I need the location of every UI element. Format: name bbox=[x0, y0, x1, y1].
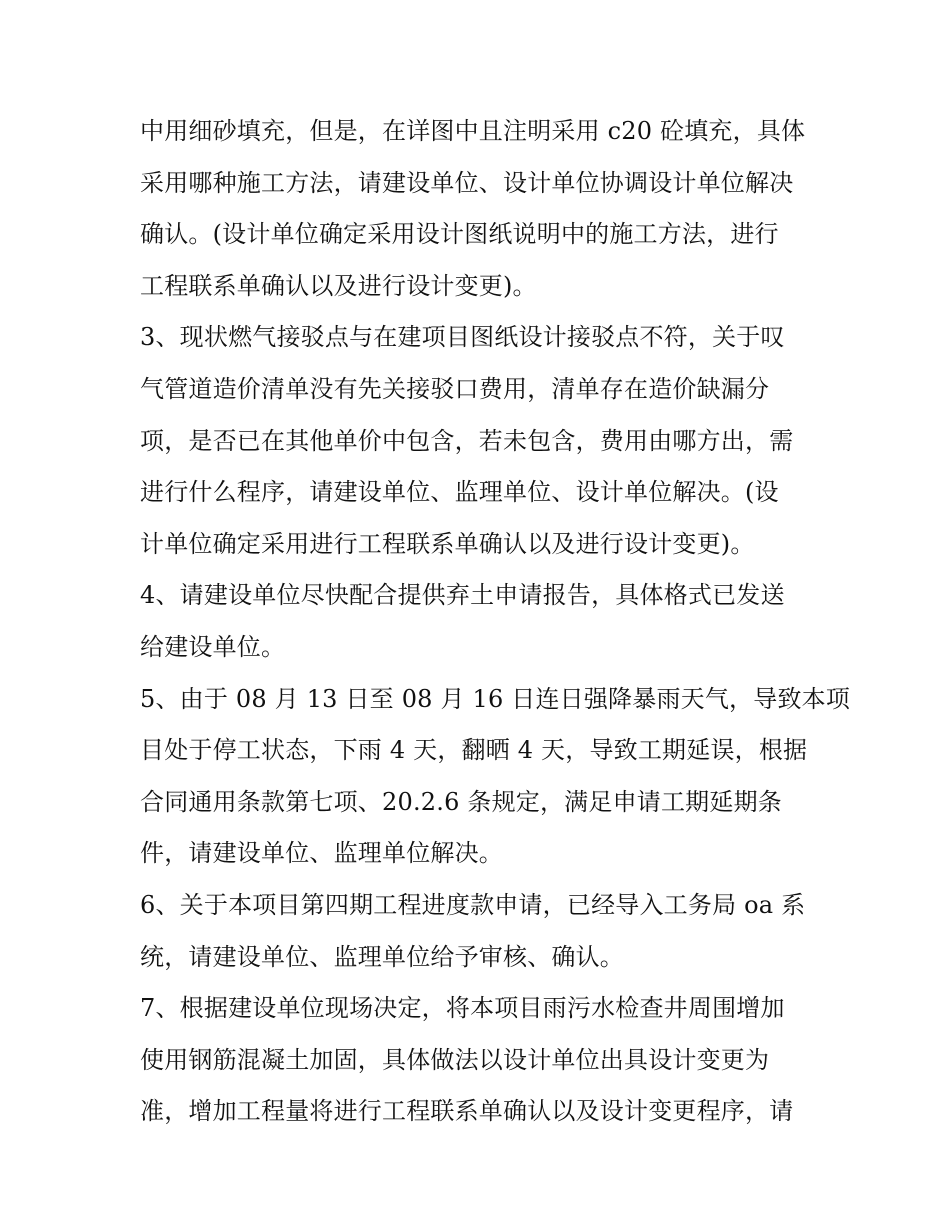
text-line: 统，请建设单位、监理单位给予审核、确认。 bbox=[140, 942, 624, 971]
text-line: 使用钢筋混凝土加固，具体做法以设计单位出具设计变更为 bbox=[140, 1045, 770, 1074]
text-line: 工程联系单确认以及进行设计变更)。 bbox=[140, 271, 537, 300]
document-body bbox=[140, 106, 851, 1138]
text-line: 件，请建设单位、监理单位解决。 bbox=[140, 839, 503, 868]
text-line: 确认。(设计单位确定采用设计图纸说明中的施工方法，进行 bbox=[140, 220, 779, 249]
text-line: 中用细砂填充，但是，在详图中且注明采用 c20 砼填充，具体 bbox=[140, 117, 806, 145]
text-line: 气管道造价清单没有先关接驳口费用，清单存在造价缺漏分 bbox=[140, 374, 770, 403]
text-line: 采用哪种施工方法，请建设单位、设计单位协调设计单位解决 bbox=[140, 168, 794, 197]
text-line: 计单位确定采用进行工程联系单确认以及进行设计变更)。 bbox=[140, 529, 755, 558]
text-line: 项，是否已在其他单价中包含，若未包含，费用由哪方出，需 bbox=[140, 426, 794, 455]
text-line: 给建设单位。 bbox=[140, 632, 286, 661]
text-line: 4、请建设单位尽快配合提供弃土申请报告，具体格式已发送 bbox=[140, 581, 785, 610]
text-line: 目处于停工状态，下雨 4 天，翻晒 4 天，导致工期延误，根据 bbox=[140, 736, 808, 765]
text-line: 准，增加工程量将进行工程联系单确认以及设计变更程序，请 bbox=[140, 1097, 794, 1126]
text-line: 6、关于本项目第四期工程进度款申请，已经导入工务局 oa 系 bbox=[140, 890, 806, 919]
text-line: 进行什么程序，请建设单位、监理单位、设计单位解决。(设 bbox=[140, 478, 779, 507]
text-line: 3、现状燃气接驳点与在建项目图纸设计接驳点不符，关于叹 bbox=[140, 323, 785, 352]
text-line: 合同通用条款第七项、20.2.6 条规定，满足申请工期延期条 bbox=[140, 787, 782, 816]
text-line: 5、由于 08 月 13 日至 08 月 16 日连日强降暴雨天气，导致本项 bbox=[140, 684, 851, 713]
text-line: 7、根据建设单位现场决定，将本项目雨污水检查井周围增加 bbox=[140, 994, 785, 1023]
